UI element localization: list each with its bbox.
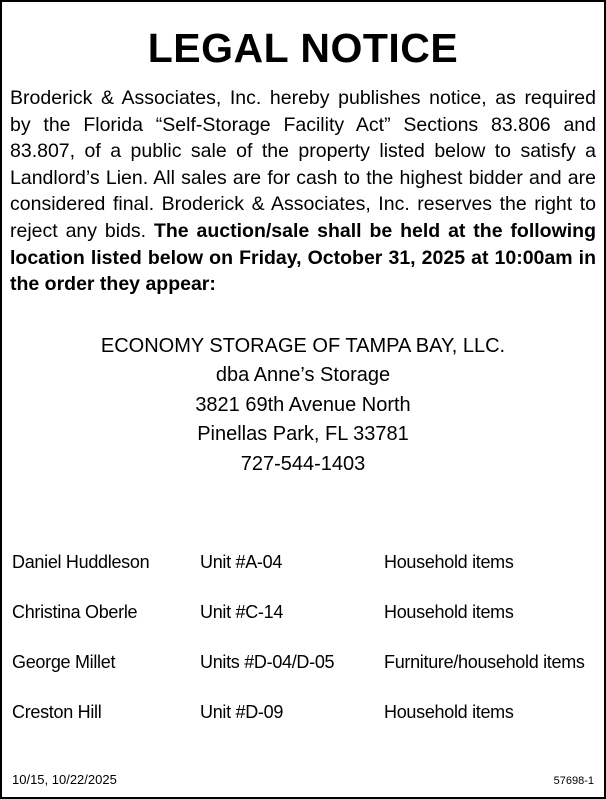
facility-phone: 727-544-1403 — [240, 452, 366, 475]
units-list — [12, 548, 594, 748]
notice-body-bold-text: The auction/sale shall be held at the following location listed below on Friday, October 31, 2025 at 10:00am in the order they appear: — [10, 219, 596, 296]
facility-dba: dba Anne’s Storage — [215, 364, 391, 387]
unit-contents: Furniture/household items — [384, 652, 585, 672]
facility-city: Pinellas Park, FL 33781 — [197, 423, 409, 446]
notice-body — [10, 85, 596, 298]
unit-owner: Creston Hill — [12, 702, 102, 722]
facility-address — [10, 332, 596, 480]
unit-contents: Household items — [384, 552, 514, 572]
unit-row — [12, 598, 594, 626]
unit-row — [12, 648, 594, 676]
unit-owner: Daniel Huddleson — [12, 552, 150, 572]
unit-row — [12, 548, 594, 576]
unit-owner: George Millet — [12, 652, 116, 672]
notice-footer — [12, 772, 594, 787]
facility-name: ECONOMY STORAGE OF TAMPA BAY, LLC. — [100, 334, 506, 357]
unit-number: Unit #C-14 — [200, 602, 284, 622]
unit-row — [12, 698, 594, 726]
unit-owner: Christina Oberle — [12, 602, 138, 622]
notice-code: 57698-1 — [553, 775, 594, 787]
unit-number: Unit #D-09 — [200, 702, 284, 722]
publication-dates: 10/15, 10/22/2025 — [12, 772, 117, 787]
unit-number: Unit #A-04 — [200, 552, 283, 572]
unit-contents: Household items — [384, 602, 514, 622]
notice-title: LEGAL NOTICE — [147, 25, 459, 71]
unit-contents: Household items — [384, 702, 514, 722]
facility-street: 3821 69th Avenue North — [195, 393, 411, 416]
unit-number: Units #D-04/D-05 — [200, 652, 335, 672]
notice-body-text: Broderick & Associates, Inc. hereby publishes notice, as required by the Florida “Self-Storage Facility Act” Sections 83.806 and 83.807, of a public sale of the property listed below to satisfy a Landlord’s Lien. All sales are for cash to the highest bidder and are considered final. Broderick & Associates, Inc. reserves the right to reject any bids. — [10, 87, 596, 242]
